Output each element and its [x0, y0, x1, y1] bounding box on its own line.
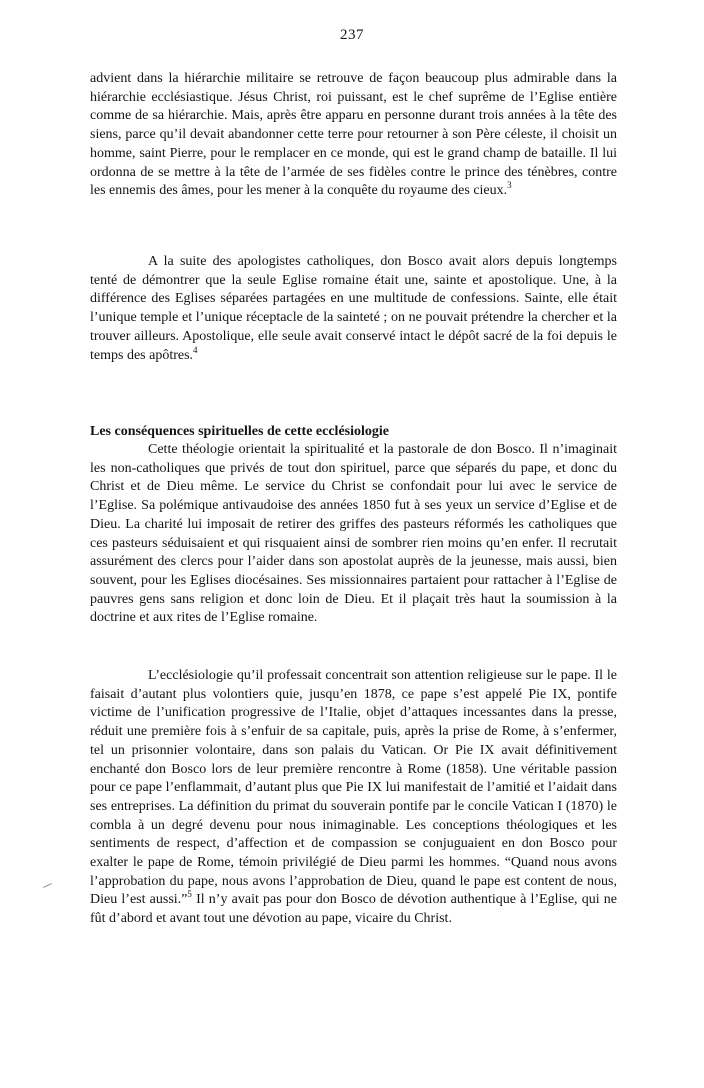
paragraph-1: [90, 70, 617, 201]
page-number: 237: [340, 27, 364, 43]
paragraph-2-text: A la suite des apologistes catholiques, don Bosco avait alors depuis longtemps tenté de démontrer que la seule Eglise romaine était une, sainte et apostolique. Une, à la différence des Eglises séparées partagées en une multitude de confessions. Sainte, elle était l’unique temple et l’unique réceptacle de la sainteté ; on ne pouvait prétendre la chercher et la trouver ailleurs. Apostolique, elle seule avait conservé intact le dépôt sacré de la foi depuis le temps des apôtres.: [90, 254, 617, 363]
footnote-ref-3: 3: [507, 180, 512, 191]
footnote-ref-4: 4: [193, 344, 198, 355]
paragraph-2: [90, 253, 617, 365]
paragraph-3-text: Cette théologie orientait la spiritualité et la pastorale de don Bosco. Il n’imaginait les non-catholiques que privés de tout don spirituel, parce que séparés du pape, et donc du Christ et de Dieu même. Le service du Christ se confondait pour lui avec le service de l’Eglise. Sa polémique antivaudoise des années 1850 fut à ses yeux un service d’Eglise et de Dieu. La charité lui imposait de retirer des griffes des pasteurs réformés les catholiques que ces pasteurs séduisaient et qui risquaient ainsi de sombrer rien moins qu’en enfer. Il recrutait assurément des clercs pour l’aider dans son apostolat auprès de la jeunesse, mais aussi, bien souvent, pour les Eglises diocésaines. Ses missionnaires partaient pour rattacher à l’Eglise de pauvres gens sans religion et donc loin de Dieu. Et il plaçait très haut la soumission à la doctrine et aux rites de l’Eglise romaine.: [90, 442, 617, 626]
paragraph-4-text-after-note: Il n’y avait pas pour don Bosco de dévotion authentique à l’Eglise, qui ne fût d’abord et avant tout une dévotion au pape, vicaire du Christ.: [90, 892, 618, 927]
paragraph-1-text: advient dans la hiérarchie militaire se retrouve de façon beaucoup plus admirable dans la hiérarchie ecclésiastique. Jésus Christ, roi puissant, est le chef suprême de l’Eglise entière comme de sa hiérarchie. Mais, après être apparu en personne durant trois années à la tête des siens, parce qu’il devait abandonner cette terre pour retourner à son Père céleste, il choisit un homme, saint Pierre, pour le remplacer en ce monde, qui est le grand champ de bataille. Il lui ordonna de se mettre à la tête de l’armée de ses fidèles contre le prince des ténèbres, contre les ennemis des âmes, pour les mener à la conquête du royaume des cieux.: [90, 71, 617, 199]
footnote-ref-5: 5: [187, 889, 192, 900]
paragraph-4: [90, 667, 617, 929]
section-heading: Les conséquences spirituelles de cette ecclésiologie: [90, 424, 389, 439]
paragraph-3: [90, 441, 617, 628]
margin-pencil-mark: [43, 883, 52, 888]
paragraph-4-text-before-note: L’ecclésiologie qu’il professait concentrait son attention religieuse sur le pape. Il le faisait d’autant plus volontiers quie, jusqu’en 1878, ce pape s’est appelé Pie IX, pontife victime de l’unification progressive de l’Italie, objet d’attaques incessantes dans la presse, réduit une première fois à s’enfuir de sa capitale, puis, après la prise de Rome, à s’enfermer, tel un prisonnier volontaire, dans son palais du Vatican. Or Pie IX avait définitivement enchanté don Bosco lors de leur première rencontre à Rome (1858). Une véritable passion pour ce pape l’enflammait, d’autant plus que Pie IX lui manifestait de l’amitié et l’aidait dans ses entreprises. La définition du primat du souverain pontife par le concile Vatican I (1870) le combla à un degré devenu pour nous inimaginable. Les conceptions théologiques et les sentiments de respect, d’affection et de compassion se conjuguaient en don Bosco pour exalter le pape de Rome, témoin privilégié de Dieu parmi les hommes. “Quand nous avons l’approbation du pape, nous avons l’approbation de Dieu, quand le pape est content de nous, Dieu l’est aussi.”: [90, 668, 617, 908]
